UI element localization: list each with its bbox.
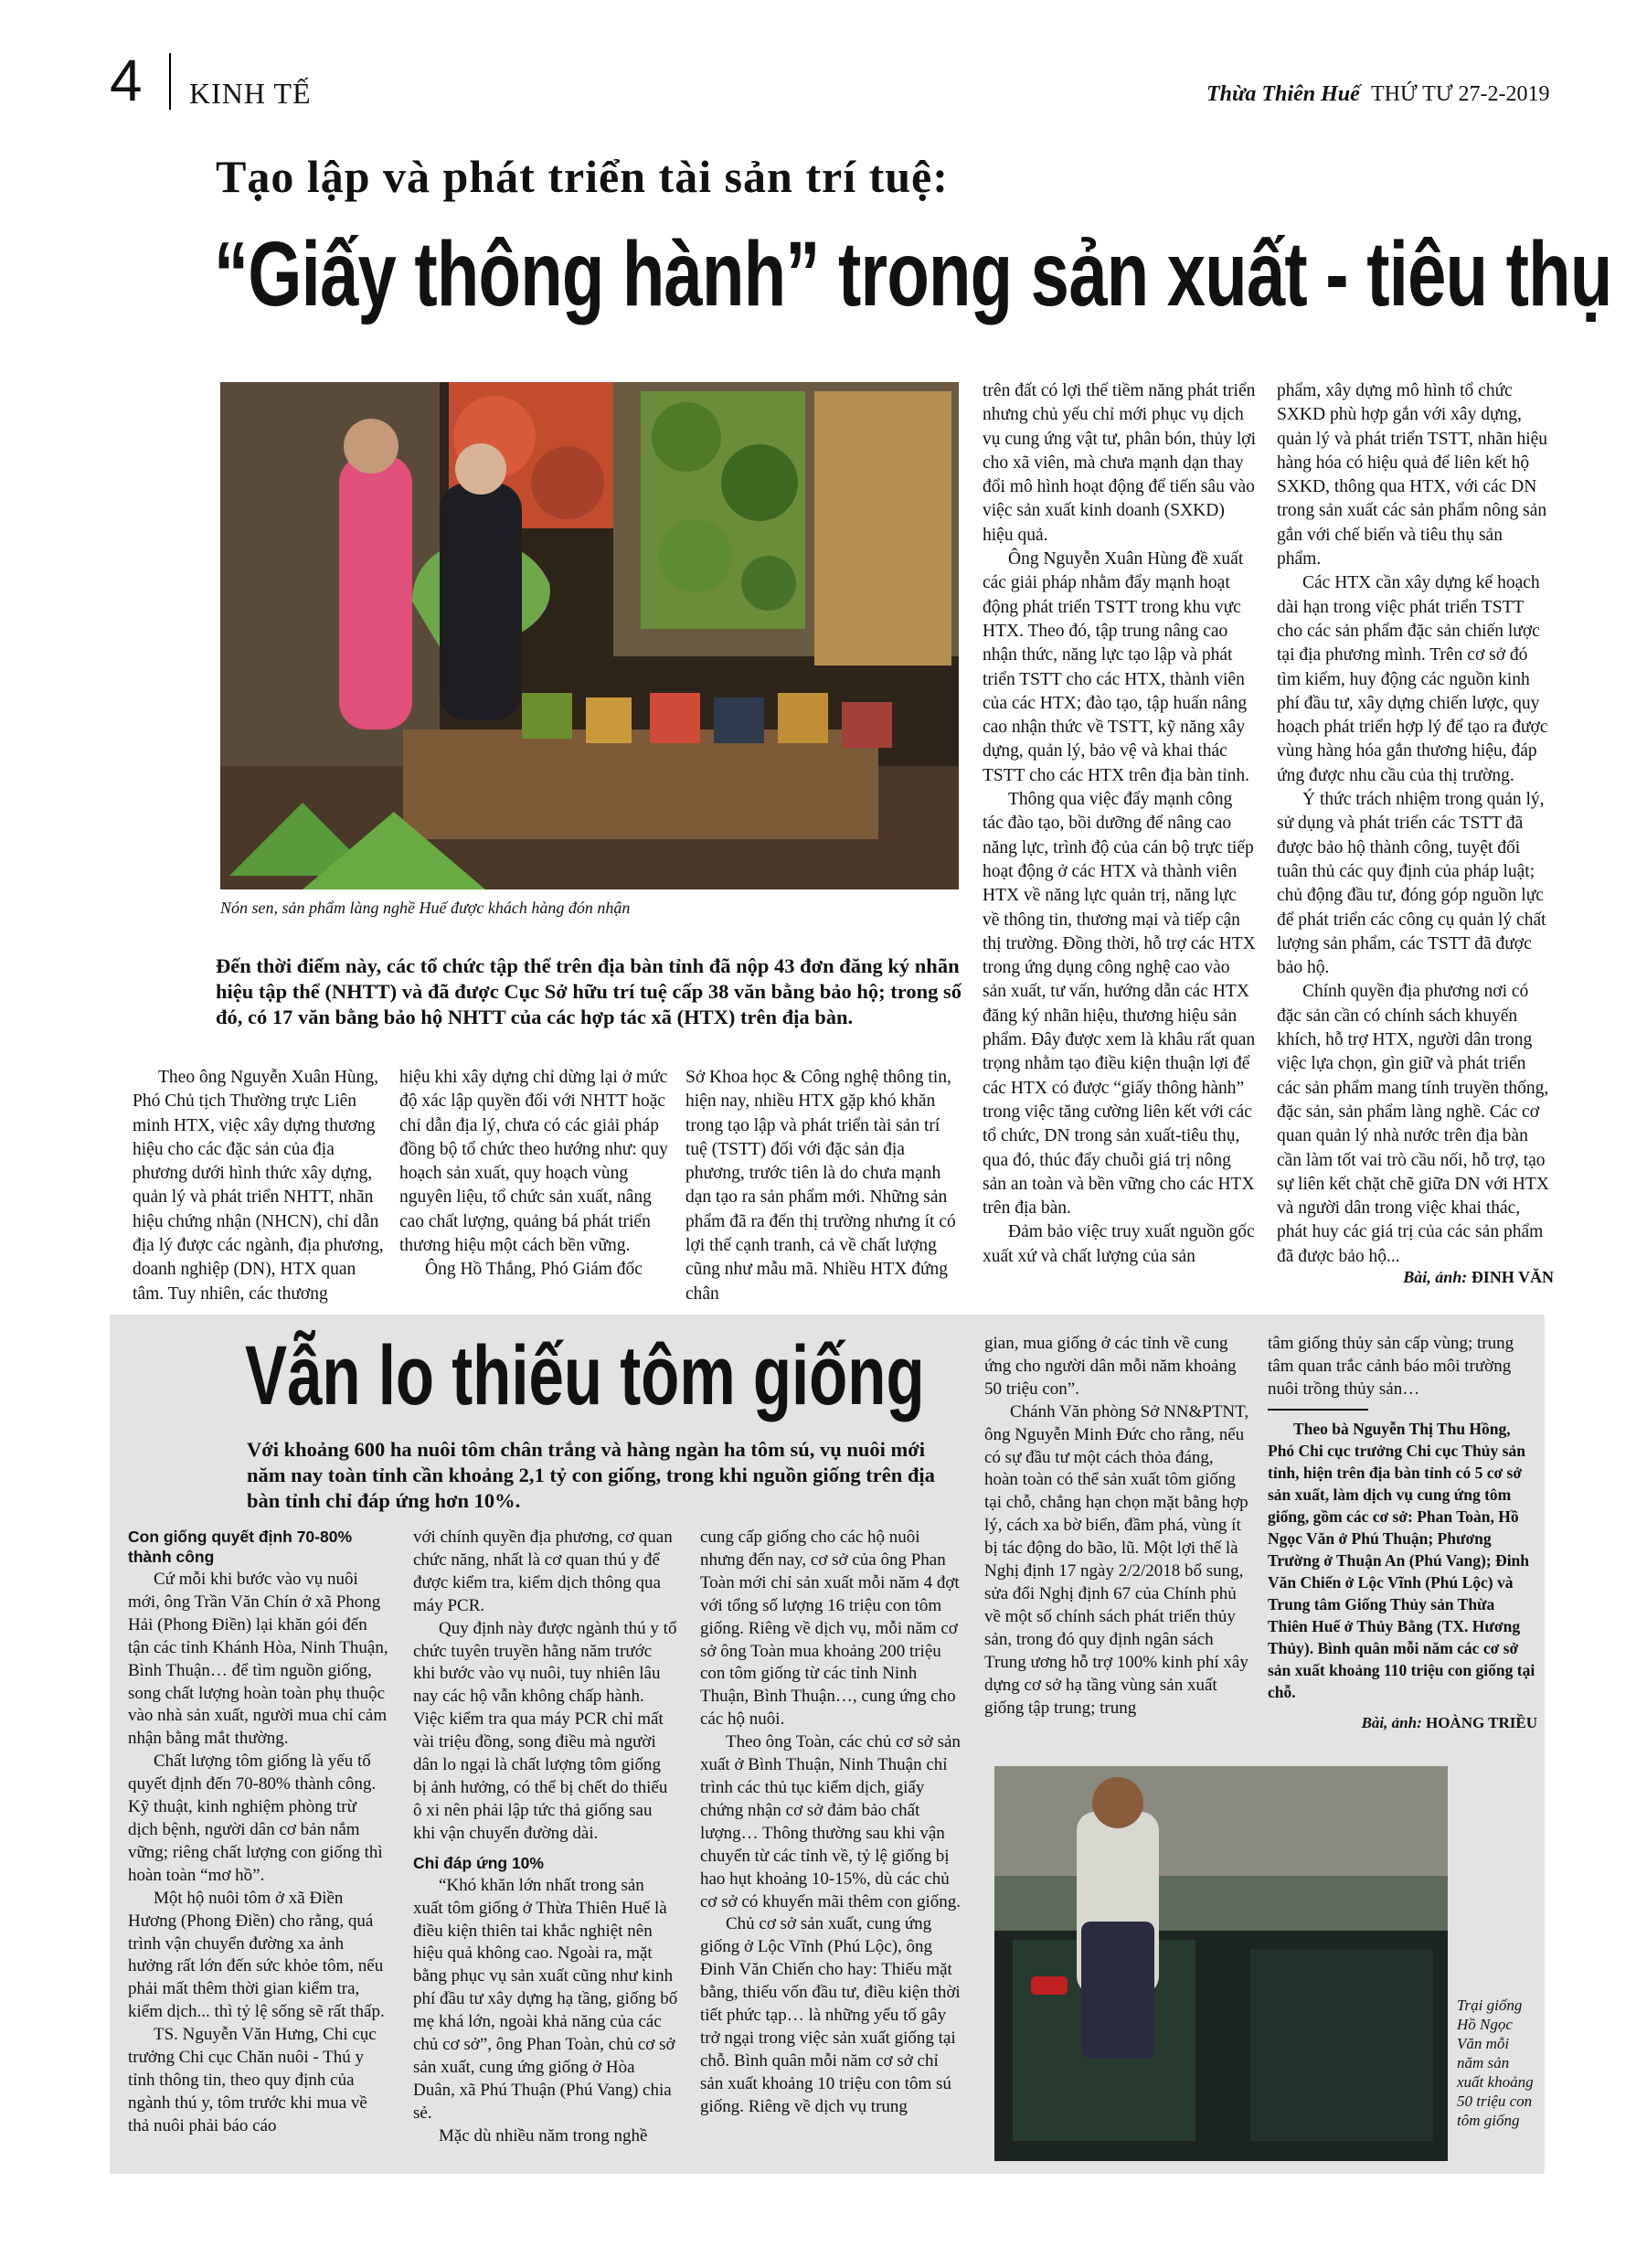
article2-col2: [413, 1527, 678, 2148]
paragraph: hiệu khi xây dựng chỉ dừng lại ở mức độ xác lập quyền đối với NHTT hoặc chỉ dẫn địa lý, chưa có các giải pháp đồng bộ tổ chức theo hướng như: quy hoạch sản xuất, quy hoạch vùng nguyên liệu, tổ chức sản xuất, nâng cao chất lượng, quảng bá phát triển thương hiệu một cách bền vững.: [399, 1068, 668, 1256]
paragraph: Một hộ nuôi tôm ở xã Điền Hương (Phong Điền) cho rằng, quá trình vận chuyển đường xa ảnh hưởng rất lớn đến sức khỏe tôm, nếu phải mất thêm thời gian kiểm tra, kiểm dịch... thì tỷ lệ sống sẽ rất thấp.: [128, 1888, 385, 2022]
article2-col3: [700, 1527, 965, 2119]
article1-col3: [685, 1066, 960, 1306]
paragraph: tâm giống thủy sản cấp vùng; trung tâm quan trắc cảnh báo môi trường nuôi trồng thủy sản…: [1268, 1334, 1514, 1399]
subheading: Con giống quyết định 70-80% thành công: [128, 1528, 353, 1566]
paragraph: Sở Khoa học & Công nghệ thông tin, hiện nay, nhiều HTX gặp khó khăn trong tạo lập và phát triển tài sản trí tuệ (TSTT) đối với đặc sản địa phương, trước tiên là do chưa mạnh dạn tạo ra sản phẩm mới. Những sản phẩm đã ra đến thị trường nhưng ít có lợi thế cạnh tranh, cả về chất lượng cũng như mẫu mã. Nhiều HTX đứng chân: [685, 1068, 956, 1304]
article1-col5: [1277, 379, 1551, 1269]
article2-photo-caption: Trại giống Hồ Ngọc Văn mỗi năm sản xuất khoảng 50 triệu con tôm giống: [1457, 1996, 1534, 2129]
paragraph: cung cấp giống cho các hộ nuôi nhưng đến nay, cơ sở của ông Phan Toàn mới chỉ sản xuất mỗi năm 4 đợt với tổng số lượng 16 triệu con tôm giống. Riêng về dịch vụ, mỗi năm cơ sở ông Toàn mua khoảng 200 triệu con tôm giống từ các tỉnh Ninh Thuận, Bình Thuận…, cung ứng cho các hộ nuôi.: [700, 1528, 960, 1730]
article1-headline: “Giấy thông hành” trong sản xuất - tiêu thụ: [214, 223, 1612, 325]
article1-kicker: Tạo lập và phát triển tài sản trí tuệ:: [216, 151, 949, 202]
section-name: KINH TẾ: [189, 77, 312, 110]
paragraph: trên đất có lợi thế tiềm năng phát triển nhưng chủ yếu chỉ mới phục vụ dịch vụ cung ứng vật tư, phân bón, thủy lợi cho xã viên, mà chưa mạnh dạn thay đổi mô hình hoạt động để tiến sâu vào việc sản xuất kinh doanh (SXKD) hiệu quả.: [983, 381, 1257, 545]
paragraph: gian, mua giống ở các tỉnh về cung ứng cho người dân mỗi năm khoảng 50 triệu con”.: [984, 1334, 1237, 1399]
article1-photo: [220, 382, 959, 889]
article2-lead: Với khoảng 600 ha nuôi tôm chân trắng và hàng ngàn ha tôm sú, vụ nuôi mới năm nay toàn tỉnh cần khoảng 2,1 tỷ con giống, trong khi nguồn giống trên địa bàn tỉnh chỉ đáp ứng hơn 10%.: [247, 1438, 935, 1512]
article2-col4: [984, 1333, 1249, 1720]
paragraph: Theo ông Nguyễn Xuân Hùng, Phó Chủ tịch Thường trực Liên minh HTX, việc xây dựng thương hiệu cho các đặc sản của địa phương dưới hình thức xây dựng, quản lý và phát triển NHTT, nhãn hiệu chứng nhận (NHCN), chỉ dẫn địa lý được các ngành, địa phương, doanh nghiệp (DN), HTX quan tâm. Tuy nhiên, các thương: [133, 1068, 384, 1304]
article2-col5: [1268, 1333, 1537, 1735]
paragraph: Ông Hồ Thắng, Phó Giám đốc: [425, 1260, 643, 1280]
paragraph: Các HTX cần xây dựng kế hoạch dài hạn trong việc phát triển TSTT cho các sản phẩm đặc sản chiến lược tại địa phương mình. Trên cơ sở đó tìm kiếm, huy động các nguồn kinh phí đầu tư, xây dựng chiến lược, quy hoạch phát triển hợp lý để tạo ra được vùng hàng hóa gắn thương hiệu, đáp ứng được nhu cầu của thị trường.: [1277, 573, 1548, 785]
article2-photo: [994, 1766, 1448, 2161]
byline-label: Bài, ảnh:: [1403, 1268, 1472, 1286]
paragraph: Thông qua việc đẩy mạnh công tác đào tạo, bồi dưỡng để nâng cao năng lực, trình độ của cán bộ trực tiếp hoạt động ở các HTX và thành viên HTX về năng lực quản trị, năng lực về thông tin, thương mại và tiếp cận thị trường. Đồng thời, hỗ trợ các HTX trong ứng dụng công nghệ cao vào sản xuất, tư vấn, hướng dẫn các HTX đăng ký nhãn hiệu, thương hiệu sản phẩm. Đây được xem là khâu rất quan trọng nhằm tạo điều kiện thuận lợi để các HTX có được “giấy thông hành” trong việc tăng cường liên kết với các tổ chức, DN trong sản xuất-tiêu thụ, qua đó, thúc đẩy chuỗi giá trị nông sản an toàn và bền vững cho các HTX trên địa bàn.: [983, 790, 1256, 1219]
paragraph: Chủ cơ sở sản xuất, cung ứng giống ở Lộc Vĩnh (Phú Lộc), ông Đinh Văn Chiến cho hay: Thiếu mặt bằng, thiếu vốn đầu tư, điều kiện thời tiết phức tạp… là những yếu tố gây trở ngại trong việc sản xuất giống tại chỗ. Bình quân mỗi năm cơ sở chỉ sản xuất khoảng 10 triệu con tôm sú giống. Riêng về dịch vụ trung: [700, 1914, 961, 2116]
article1-col4: [983, 379, 1257, 1269]
issue-date: THỨ TƯ 27-2-2019: [1371, 82, 1550, 106]
paragraph: Chánh Văn phòng Sở NN&PTNT, ông Nguyễn Minh Đức cho rằng, nếu có sự đầu tư một cách thỏa đáng, hoàn toàn có thể sản xuất tôm giống tại chỗ, chẳng hạn chọn mặt bằng hợp lý, cách xa bờ biển, đầm phá, vùng ít bị tác động do bão, lũ. Một lợi thế là Nghị định 17 ngày 2/2/2018 bổ sung, sửa đổi Nghị định 67 của Chính phủ về một số chính sách phát triển thủy sản, trong đó quy định ngân sách Trung ương hỗ trợ 100% kinh phí xây dựng cơ sở hạ tầng vùng sản xuất giống tập trung; trung: [984, 1401, 1249, 1718]
paragraph: TS. Nguyễn Văn Hưng, Chi cục trưởng Chi cục Chăn nuôi - Thú y tỉnh thông tin, theo quy định của ngành thú y, tôm trước khi mua về thả nuôi phải báo cáo: [128, 2025, 377, 2135]
paragraph: Mặc dù nhiều năm trong nghề: [439, 2125, 648, 2146]
byline-label: Bài, ảnh:: [1361, 1713, 1426, 1731]
paragraph: Quy định này được ngành thú y tổ chức tuyên truyền hằng năm trước khi bước vào vụ nuôi, tuy nhiên lâu nay các hộ vẫn không chấp hành. Việc kiểm tra qua máy PCR chỉ mất vài triệu đồng, song điều mà người dân lo ngại là chất lượng tôm giống bị ảnh hưởng, có thể bị chết do thiếu ô xi nên phải lập tức thả giống sau khi vận chuyển đường dài.: [413, 1618, 677, 1843]
paragraph: Chất lượng tôm giống là yếu tố quyết định đến 70-80% thành công. Kỹ thuật, kinh nghiệm phòng trừ dịch bệnh, người dân cơ bản nắm vững; riêng chất lượng con giống thì hoàn toàn “mơ hồ”.: [128, 1752, 383, 1885]
paragraph: Theo bà Nguyễn Thị Thu Hồng, Phó Chi cục trưởng Chi cục Thủy sản tỉnh, hiện trên địa bàn tỉnh có 5 cơ sở sản xuất, làm dịch vụ cung ứng tôm giống, gồm các cơ sở: Phan Toàn, Hồ Ngọc Văn ở Phú Thuận; Phương Trường ở Thuận An (Phú Vang); Đinh Văn Chiến ở Lộc Vĩnh (Phú Lộc) và Trung tâm Giống Thủy sản Thừa Thiên Huế ở Thủy Bằng (TX. Hương Thủy). Bình quân mỗi năm các cơ sở sản xuất khoảng 110 triệu con giống tại chỗ.: [1268, 1419, 1535, 1701]
paragraph: Ông Nguyễn Xuân Hùng đề xuất các giải pháp nhằm đẩy mạnh hoạt động phát triển TSTT trong khu vực HTX. Theo đó, tập trung nâng cao nhận thức, năng lực tạo lập và phát triển TSTT cho các HTX, thành viên của các HTX; đào tạo, tập huấn nâng cao nhận thức về TSTT, kỹ năng xây dựng, quản lý, bảo vệ và khai thác TSTT cho các HTX trên địa bàn tỉnh.: [983, 549, 1250, 785]
byline-name: HOÀNG TRIỀU: [1425, 1713, 1537, 1731]
paragraph: “Khó khăn lớn nhất trong sản xuất tôm giống ở Thừa Thiên Huế là điều kiện thiên tai khắc nghiệt nên hiệu quả không cao. Ngoài ra, mặt bằng phục vụ sản xuất cũng như kinh phí đầu tư xây dựng hạ tầng, giống bố mẹ khá lớn, ngoài khả năng của các chủ cơ sở”, ông Phan Toàn, chủ cơ sở sản xuất, cung ứng giống ở Hòa Duân, xã Phú Thuận (Phú Vang) chia sẻ.: [413, 1875, 678, 2123]
subheading: Chỉ đáp ứng 10%: [413, 1853, 544, 1872]
newspaper-name: Thừa Thiên Huế: [1206, 82, 1360, 106]
article1-byline: [1371, 1268, 1554, 1287]
page-header: [0, 0, 1647, 128]
paragraph: Theo ông Toàn, các chủ cơ sở sản xuất ở Bình Thuận, Ninh Thuận chỉ trình các thủ tục kiểm dịch, giấy chứng nhận cơ sở đảm bảo chất lượng… Thông thường sau khi vận chuyển từ các tỉnh về, tỷ lệ giống bị hao hụt khoảng 10-15%, dù các chủ cơ sở có khuyến mãi thêm con giống.: [700, 1732, 961, 1911]
paragraph: phẩm, xây dựng mô hình tổ chức SXKD phù hợp gắn với xây dựng, quản lý và phát triển TSTT, nhãn hiệu hàng hóa có hiệu quả để liên kết hộ SXKD, thông qua HTX, với các DN trong sản xuất các sản phẩm nông sản gắn với chế biến và tiêu thụ sản phẩm.: [1277, 381, 1548, 570]
divider-line: [1268, 1409, 1368, 1411]
article1-lead: Đến thời điểm này, các tổ chức tập thể trên địa bàn tỉnh đã nộp 43 đơn đăng ký nhãn hiệu tập thể (NHTT) và đã được Cục Sở hữu trí tuệ cấp 38 văn bằng bảo hộ; trong số đó, có 17 văn bằng bảo hộ NHTT của các hợp tác xã (HTX) trên địa bàn.: [216, 954, 962, 1028]
paragraph: Đảm bảo việc truy xuất nguồn gốc xuất xứ và chất lượng của sản: [983, 1222, 1255, 1266]
header-divider: [169, 53, 171, 110]
paragraph: Chính quyền địa phương nơi có đặc sản cần có chính sách khuyến khích, hỗ trợ HTX, người dân trong việc lựa chọn, gìn giữ và phát triển các sản phẩm mang tính truyền thống, đặc sản, sản phẩm làng nghề. Các cơ quan quản lý nhà nước trên địa bàn cần làm tốt vai trò cầu nối, hỗ trợ, tạo sự liên kết chặt chẽ giữa DN với HTX và người dân trong việc khai thác, phát huy các giá trị của các sản phẩm đã được bảo hộ...: [1277, 982, 1549, 1266]
article2-headline: Vẫn lo thiếu tôm giống: [245, 1329, 925, 1422]
page-number: 4: [110, 48, 143, 113]
photo-shop-scene: [220, 382, 959, 889]
article1-photo-caption: Nón sen, sản phẩm làng nghề Huế được khách hàng đón nhận: [220, 899, 631, 917]
byline-name: ĐINH VĂN: [1471, 1268, 1554, 1286]
paragraph: Cứ mỗi khi bước vào vụ nuôi mới, ông Trần Văn Chín ở xã Phong Hải (Phong Điền) lại khăn gói đến tận các tỉnh Khánh Hòa, Ninh Thuận, Bình Thuận… để tìm nguồn giống, song chất lượng hoàn toàn phụ thuộc vào nhà sản xuất, người mua chỉ cảm nhận bằng mắt thường.: [128, 1570, 388, 1749]
article1-col2: [399, 1066, 674, 1283]
photo-shrimp-hatchery: [994, 1766, 1448, 2161]
article2-col1: [128, 1527, 388, 2138]
paragraph: với chính quyền địa phương, cơ quan chức năng, nhất là cơ quan thú y để được kiểm tra, kiểm dịch thông qua máy PCR.: [413, 1528, 673, 1615]
paragraph: Ý thức trách nhiệm trong quản lý, sử dụng và phát triển các TSTT đã được bảo hộ thành công, tuyệt đối tuân thủ các quy định của pháp luật; chủ động đầu tư, đóng góp nguồn lực để phát triển các công cụ quản lý chất lượng sản phẩm, các TSTT đã được bảo hộ.: [1277, 790, 1546, 978]
article1-col1: [133, 1066, 384, 1306]
article2-byline: [1268, 1712, 1537, 1735]
